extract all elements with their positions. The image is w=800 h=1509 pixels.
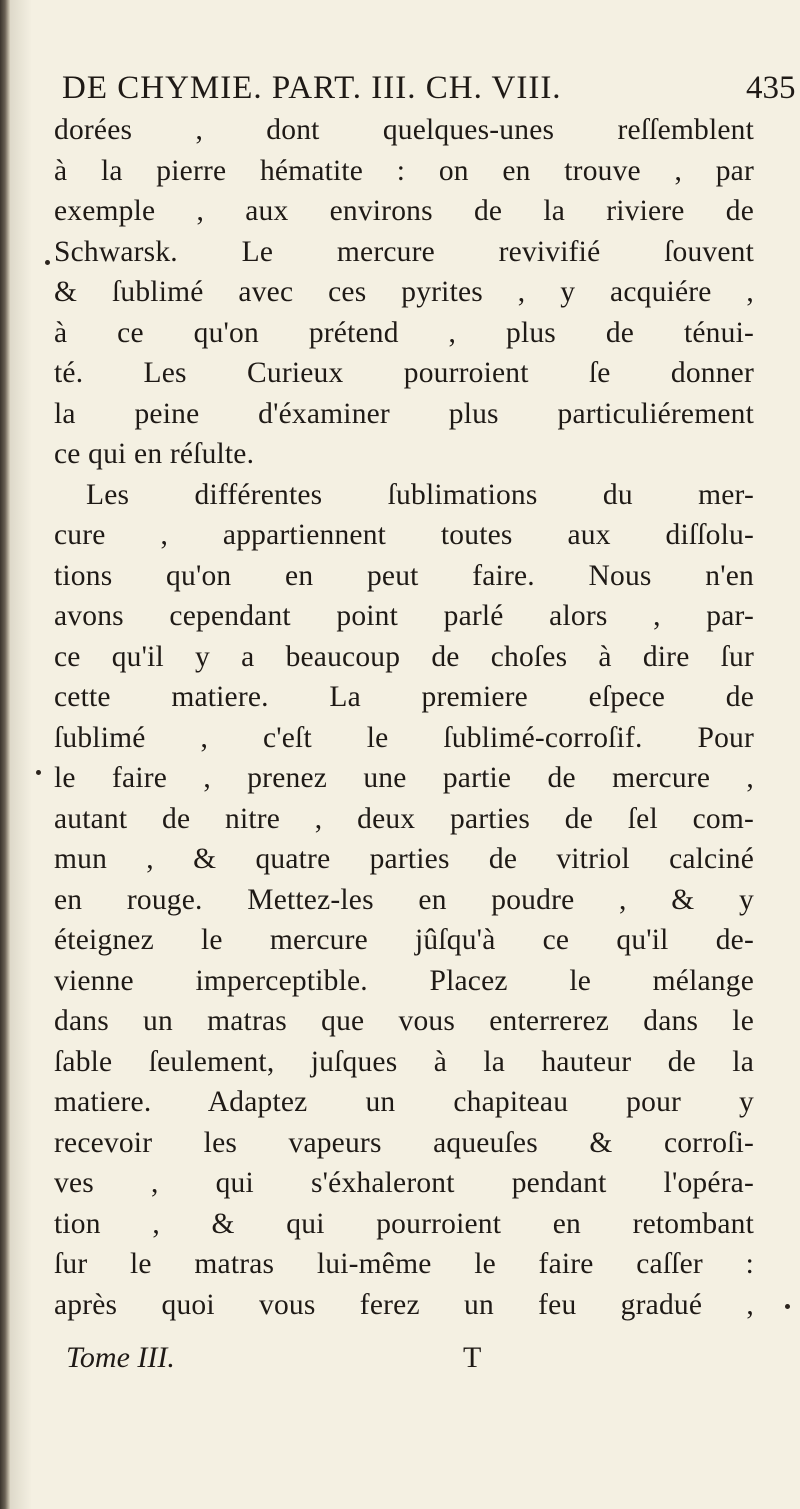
page-footer — [66, 1338, 686, 1378]
text-line: tion , & qui pourroient en retombant — [54, 1207, 754, 1240]
text-line: la peine d'éxaminer plus particuliérement — [54, 397, 754, 430]
text-line: ſur le matras lui-même le faire caſſer : — [54, 1248, 754, 1280]
text-line: ſublimé , c'eſt le ſublimé-corroſif. Pour — [54, 721, 754, 754]
text-line: après quoi vous ferez un feu gradué , — [54, 1288, 754, 1321]
page-number: 435 — [746, 70, 796, 106]
volume-label: Tome III. — [66, 1341, 175, 1374]
text-line: tions qu'on en peut faire. Nous n'en — [54, 559, 754, 592]
binding-edge — [0, 0, 10, 1509]
text-line: cure , appartiennent toutes aux diſſolu- — [54, 519, 754, 551]
text-line: à la pierre hématite : on en trouve , par — [54, 154, 754, 187]
text-line: autant de nitre , deux parties de ſel com- — [54, 802, 754, 835]
text-line: dans un matras que vous enterrerez dans le — [54, 1005, 754, 1037]
text-line: en rouge. Mettez-les en poudre , & y — [54, 883, 754, 916]
text-line: cette matiere. La premiere eſpece de — [54, 681, 754, 713]
text-line: éteignez le mercure jûſqu'à ce qu'il de- — [54, 924, 754, 956]
text-line: té. Les Curieux pourroient ſe donner — [54, 357, 754, 389]
text-line: avons cependant point parlé alors , par- — [54, 600, 754, 632]
text-line: & ſublimé avec ces pyrites , y acquiére , — [54, 276, 754, 308]
text-line: mun , & quatre parties de vitriol calciné — [54, 843, 754, 875]
text-line: à ce qu'on prétend , plus de ténui- — [54, 316, 754, 349]
text-line: recevoir les vapeurs aqueuſes & corroſi- — [54, 1126, 754, 1159]
text-line: ſable ſeulement, juſques à la hauteur de la — [54, 1045, 754, 1078]
ink-speck — [45, 260, 50, 265]
ink-speck — [785, 1304, 790, 1309]
text-line: exemple , aux environs de la riviere de — [54, 195, 754, 227]
text-line: dorées , dont quelques-unes reſſemblent — [54, 114, 754, 146]
text-line: matiere. Adaptez un chapiteau pour y — [54, 1086, 754, 1118]
text-line: vienne imperceptible. Placez le mélange — [54, 964, 754, 997]
text-line: ves , qui s'éxhaleront pendant l'opéra- — [54, 1167, 754, 1199]
text-line: le faire , prenez une partie de mercure , — [54, 762, 754, 794]
text-line: ce qui en réſulte. — [54, 438, 255, 470]
text-line: ce qu'il y a beaucoup de choſes à dire ſur — [54, 640, 754, 673]
ink-speck — [36, 770, 41, 775]
text-line: Schwarsk. Le mercure revivifié ſouvent — [54, 235, 754, 268]
running-head: DE CHYMIE. PART. III. CH. VIII. — [62, 70, 562, 106]
paragraph-first-line: Les différentes ſublimations du mer- — [86, 478, 754, 511]
gutter-shadow — [10, 0, 32, 1509]
body-text — [54, 110, 754, 1325]
signature-mark: T — [463, 1341, 482, 1374]
